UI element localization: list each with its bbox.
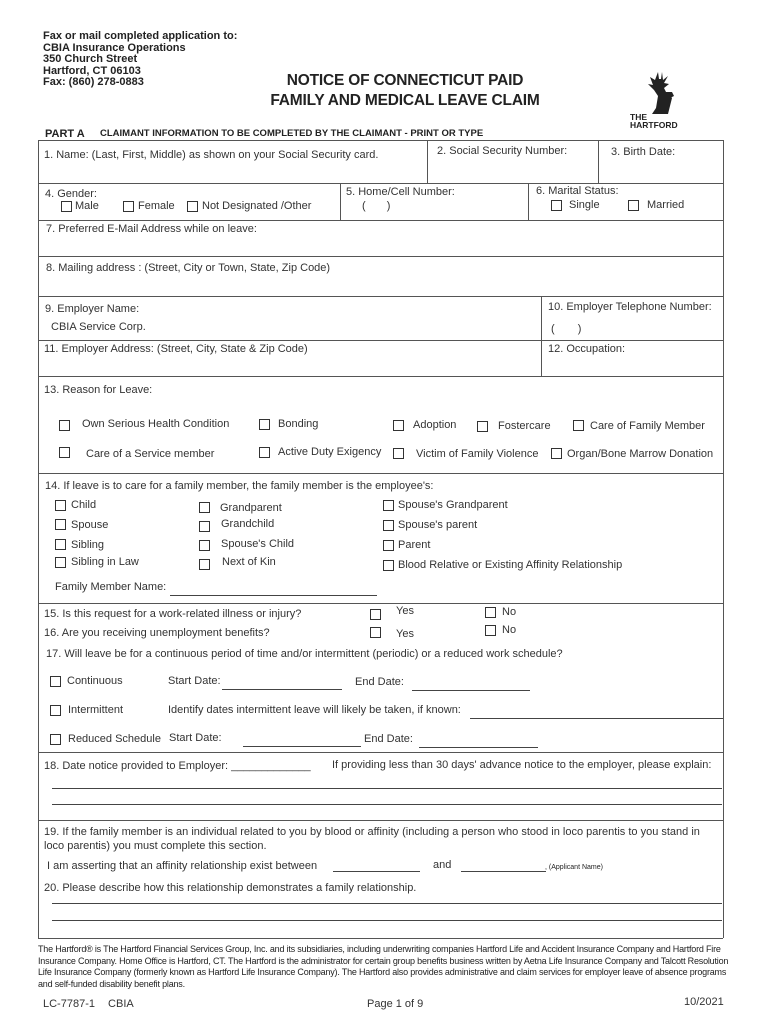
- spouses-grandparent-label: Spouse's Grandparent: [398, 499, 508, 511]
- sibling-checkbox[interactable]: [55, 539, 66, 550]
- active-duty-label: Active Duty Exigency: [278, 446, 382, 458]
- q18-date-label: 18. Date notice provided to Employer: _____________: [44, 760, 311, 772]
- reduced-end-line[interactable]: [419, 747, 538, 748]
- spouses-child-label: Spouse's Child: [221, 538, 295, 550]
- grandchild-checkbox[interactable]: [199, 521, 210, 532]
- gender-male-label: Male: [75, 200, 99, 212]
- applicant-name-label: , (Applicant Name): [545, 864, 603, 871]
- child-label: Child: [71, 499, 97, 511]
- q15-label: 15. Is this request for a work-related illness or injury?: [44, 608, 302, 620]
- care-family-label: Care of Family Member: [590, 420, 705, 432]
- next-kin-checkbox[interactable]: [199, 559, 210, 570]
- phone-area-code: ( ): [362, 200, 391, 212]
- identify-dates-label: Identify dates intermittent leave will likely be taken, if known:: [168, 704, 461, 716]
- adoption-label: Adoption: [413, 419, 457, 431]
- family-member-name-label: Family Member Name:: [55, 581, 167, 593]
- parent-label: Parent: [398, 539, 431, 551]
- mailing-address-label: 8. Mailing address : (Street, City or Town, State, Zip Code): [46, 262, 331, 274]
- form-title-line2: FAMILY AND MEDICAL LEAVE CLAIM: [270, 92, 540, 109]
- active-duty-checkbox[interactable]: [259, 447, 270, 458]
- gender-nd-checkbox[interactable]: [187, 201, 198, 212]
- q16-yes-checkbox[interactable]: [370, 627, 381, 638]
- next-kin-label: Next of Kin: [222, 556, 276, 568]
- mail-line: 350 Church Street: [43, 53, 138, 65]
- victim-violence-checkbox[interactable]: [393, 448, 404, 459]
- gender-female-label: Female: [138, 200, 175, 212]
- gender-label: 4. Gender:: [45, 188, 97, 200]
- reduced-start-line[interactable]: [243, 746, 361, 747]
- name-label: 1. Name: (Last, First, Middle) as shown on your Social Security card.: [44, 149, 379, 161]
- continuous-checkbox[interactable]: [50, 676, 61, 687]
- child-checkbox[interactable]: [55, 500, 66, 511]
- logo-text-the: THE: [630, 112, 647, 122]
- phone-label: 5. Home/Cell Number:: [346, 186, 455, 198]
- spouse-checkbox[interactable]: [55, 519, 66, 530]
- q18-explain-label: If providing less than 30 days' advance notice to the employer, please explain:: [332, 759, 712, 771]
- q18-line-1[interactable]: [52, 788, 722, 789]
- q19-line2: loco parentis) you must complete this section.: [44, 840, 267, 852]
- grandparent-checkbox[interactable]: [199, 502, 210, 513]
- care-service-label: Care of a Service member: [86, 448, 215, 460]
- q15-yes-checkbox[interactable]: [370, 609, 381, 620]
- marital-label: 6. Marital Status:: [536, 185, 619, 197]
- marital-single-checkbox[interactable]: [551, 200, 562, 211]
- intermittent-label: Intermittent: [68, 704, 124, 716]
- reduced-end-label: End Date:: [364, 733, 413, 745]
- spouse-label: Spouse: [71, 519, 109, 531]
- q16-no-checkbox[interactable]: [485, 625, 496, 636]
- and-label: and: [433, 859, 452, 871]
- part-label: PART A: [45, 128, 85, 140]
- care-family-checkbox[interactable]: [573, 420, 584, 431]
- spouses-grandparent-checkbox[interactable]: [383, 500, 394, 511]
- continuous-end-line[interactable]: [412, 690, 530, 691]
- grandparent-label: Grandparent: [220, 502, 282, 514]
- q15-yes-label: Yes: [396, 605, 414, 617]
- bonding-label: Bonding: [278, 418, 319, 430]
- q18-line-2[interactable]: [52, 804, 722, 805]
- page-number: Page 1 of 9: [367, 998, 424, 1010]
- employer-phone-label: 10. Employer Telephone Number:: [548, 301, 712, 313]
- reason-label: 13. Reason for Leave:: [44, 384, 153, 396]
- care-service-checkbox[interactable]: [59, 447, 70, 458]
- family-member-name-line[interactable]: [170, 595, 377, 596]
- fostercare-checkbox[interactable]: [477, 421, 488, 432]
- intermittent-checkbox[interactable]: [50, 705, 61, 716]
- spouses-child-checkbox[interactable]: [199, 540, 210, 551]
- continuous-start-label: Start Date:: [168, 675, 221, 687]
- bonding-checkbox[interactable]: [259, 419, 270, 430]
- q16-no-label: No: [502, 624, 517, 636]
- victim-violence-label: Victim of Family Violence: [416, 448, 539, 460]
- form-code: LC-7787-1 CBIA: [43, 998, 134, 1010]
- continuous-start-line[interactable]: [222, 689, 342, 690]
- organ-donation-checkbox[interactable]: [551, 448, 562, 459]
- affinity-name-line-1[interactable]: [333, 871, 420, 872]
- continuous-label: Continuous: [67, 675, 123, 687]
- q17-label: 17. Will leave be for a continuous period of time and/or intermittent (periodic) or a reduced work schedule?: [46, 648, 563, 660]
- own-health-label: Own Serious Health Condition: [82, 418, 230, 430]
- reduced-label: Reduced Schedule: [68, 733, 161, 745]
- gender-nd-label: Not Designated /Other: [202, 200, 312, 212]
- part-instructions: CLAIMANT INFORMATION TO BE COMPLETED BY THE CLAIMANT - PRINT OR TYPE: [100, 128, 484, 139]
- employer-name-label: 9. Employer Name:: [45, 303, 140, 315]
- q15-no-checkbox[interactable]: [485, 607, 496, 618]
- ssn-label: 2. Social Security Number:: [437, 145, 568, 157]
- spouses-parent-checkbox[interactable]: [383, 520, 394, 531]
- marital-single-label: Single: [569, 199, 600, 211]
- q20-line-2[interactable]: [52, 920, 722, 921]
- occupation-label: 12. Occupation:: [548, 343, 626, 355]
- mail-line: Fax: (860) 278-0883: [43, 76, 144, 88]
- q16-yes-label: Yes: [396, 628, 414, 640]
- email-label: 7. Preferred E-Mail Address while on leave:: [46, 223, 257, 235]
- q20-line-1[interactable]: [52, 903, 722, 904]
- gender-female-checkbox[interactable]: [123, 201, 134, 212]
- marital-married-label: Married: [647, 199, 685, 211]
- footer-disclaimer: The Hartford® is The Hartford Financial Services Group, Inc. and its subsidiaries, including underwriting companies Hartford Life and Accident Insurance Company and Hartford Fire Insurance Company. Home Office is Hartford, CT. The Hartford is the administrator for certain group benefits business written by Aetna Life Insurance Company and Talcott Resolution Life Insurance Company (formerly known as Hartford Life Insurance Company). The Hartford also provides administrative and claim services for employer leave of absence programs and self-funded disability benefit plans.: [38, 944, 729, 989]
- logo-text-hartford: HARTFORD: [630, 120, 678, 130]
- reduced-checkbox[interactable]: [50, 734, 61, 745]
- sibling-law-label: Sibling in Law: [71, 556, 139, 568]
- own-health-checkbox[interactable]: [59, 420, 70, 431]
- mail-line: Hartford, CT 06103: [43, 64, 141, 77]
- mail-line: CBIA Insurance Operations: [43, 41, 186, 54]
- gender-male-checkbox[interactable]: [61, 201, 72, 212]
- blood-relative-checkbox[interactable]: [383, 560, 394, 571]
- q16-label: 16. Are you receiving unemployment benefits?: [44, 627, 270, 639]
- organ-donation-label: Organ/Bone Marrow Donation: [567, 448, 714, 460]
- family-label: 14. If leave is to care for a family member, the family member is the employee's:: [45, 480, 434, 492]
- hartford-stag-logo: [628, 68, 688, 118]
- affinity-name-line-2[interactable]: [461, 871, 546, 872]
- fostercare-label: Fostercare: [498, 420, 551, 432]
- blood-relative-label: Blood Relative or Existing Affinity Relationship: [398, 559, 623, 571]
- form-date: 10/2021: [684, 996, 724, 1008]
- parent-checkbox[interactable]: [383, 540, 394, 551]
- mail-line: Fax or mail completed application to:: [43, 30, 238, 42]
- asserting-label: I am asserting that an affinity relationship exist between: [47, 860, 318, 872]
- sibling-label: Sibling: [71, 539, 105, 551]
- employer-address-label: 11. Employer Address: (Street, City, State & Zip Code): [44, 343, 308, 355]
- identify-dates-line[interactable]: [470, 718, 723, 719]
- grandchild-label: Grandchild: [221, 518, 275, 530]
- reduced-start-label: Start Date:: [169, 732, 222, 744]
- q15-no-label: No: [502, 606, 517, 618]
- spouses-parent-label: Spouse's parent: [398, 519, 478, 531]
- q20-label: 20. Please describe how this relationship demonstrates a family relationship.: [44, 882, 417, 894]
- continuous-end-label: End Date:: [355, 676, 404, 688]
- sibling-law-checkbox[interactable]: [55, 557, 66, 568]
- birth-date-label: 3. Birth Date:: [611, 146, 676, 158]
- q19-line1: 19. If the family member is an individual related to you by blood or affinity (including a person who stood in loco parentis to you stand in: [44, 826, 700, 838]
- adoption-checkbox[interactable]: [393, 420, 404, 431]
- form-title-line1: NOTICE OF CONNECTICUT PAID: [286, 72, 524, 89]
- marital-married-checkbox[interactable]: [628, 200, 639, 211]
- employer-name-value: CBIA Service Corp.: [51, 321, 146, 333]
- employer-phone-area: ( ): [551, 323, 582, 335]
